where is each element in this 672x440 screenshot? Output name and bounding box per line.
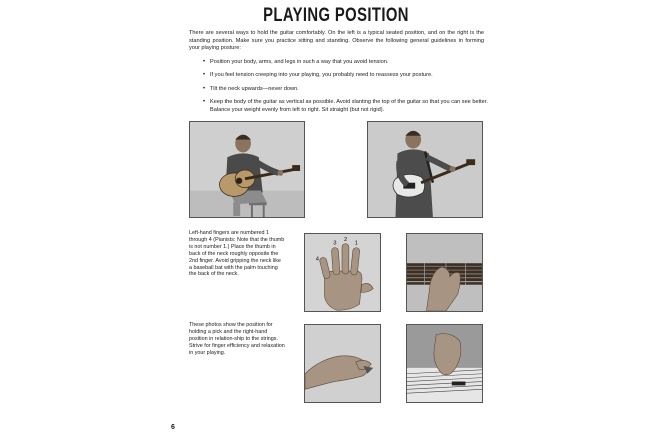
finger-numbering-caption: Left-hand fingers are numbered 1 through 4 (Pianists: Note that the thumb is not number 1.) Place the thumb in back of the neck roughly opposite the 2nd finger. Avoid gripping the neck like a baseball bat with the palm touching the back of the neck. (189, 230, 285, 278)
right-hand-strings-photo (406, 324, 483, 403)
standing-position-photo (367, 121, 483, 218)
page-title: PLAYING POSITION (263, 5, 409, 26)
finger-label-4: 4 (315, 256, 319, 263)
finger-label-3: 3 (333, 240, 337, 247)
finger-label-2: 2 (343, 236, 348, 243)
guideline-item: • If you feel tension creeping into your playing, you probably need to reassess your posture. (203, 72, 488, 79)
pick-holding-photo (304, 324, 381, 403)
posture-guidelines-list (203, 59, 488, 114)
pick-position-caption: These photos show the position for holding a pick and the right-hand position in relation-ship to the strings. Strive for finger efficiency and relaxation in your playing. (189, 322, 285, 356)
page-number: 6 (171, 424, 175, 431)
guideline-item: • Tilt the neck upwards—never down. (203, 86, 488, 93)
finger-label-1: 1 (354, 240, 358, 247)
guideline-item: • Keep the body of the guitar as vertical as possible. Avoid slanting the top of the guitar so that you can see better. Balance your weight evenly from left to right. Sit straight (but not rigid). (203, 99, 488, 114)
seated-position-photo (189, 121, 305, 218)
intro-paragraph: There are several ways to hold the guitar comfortably. On the left is a typical seated position, and on the right is the standing position. Make sure you practice sitting and standing. Observe the following general guidelines in forming your playing posture: (189, 30, 484, 52)
neck-grip-photo (406, 233, 483, 312)
numbered-fingers-photo (304, 233, 381, 312)
guideline-item: • Position your body, arms, and legs in such a way that you avoid tension. (203, 59, 488, 66)
